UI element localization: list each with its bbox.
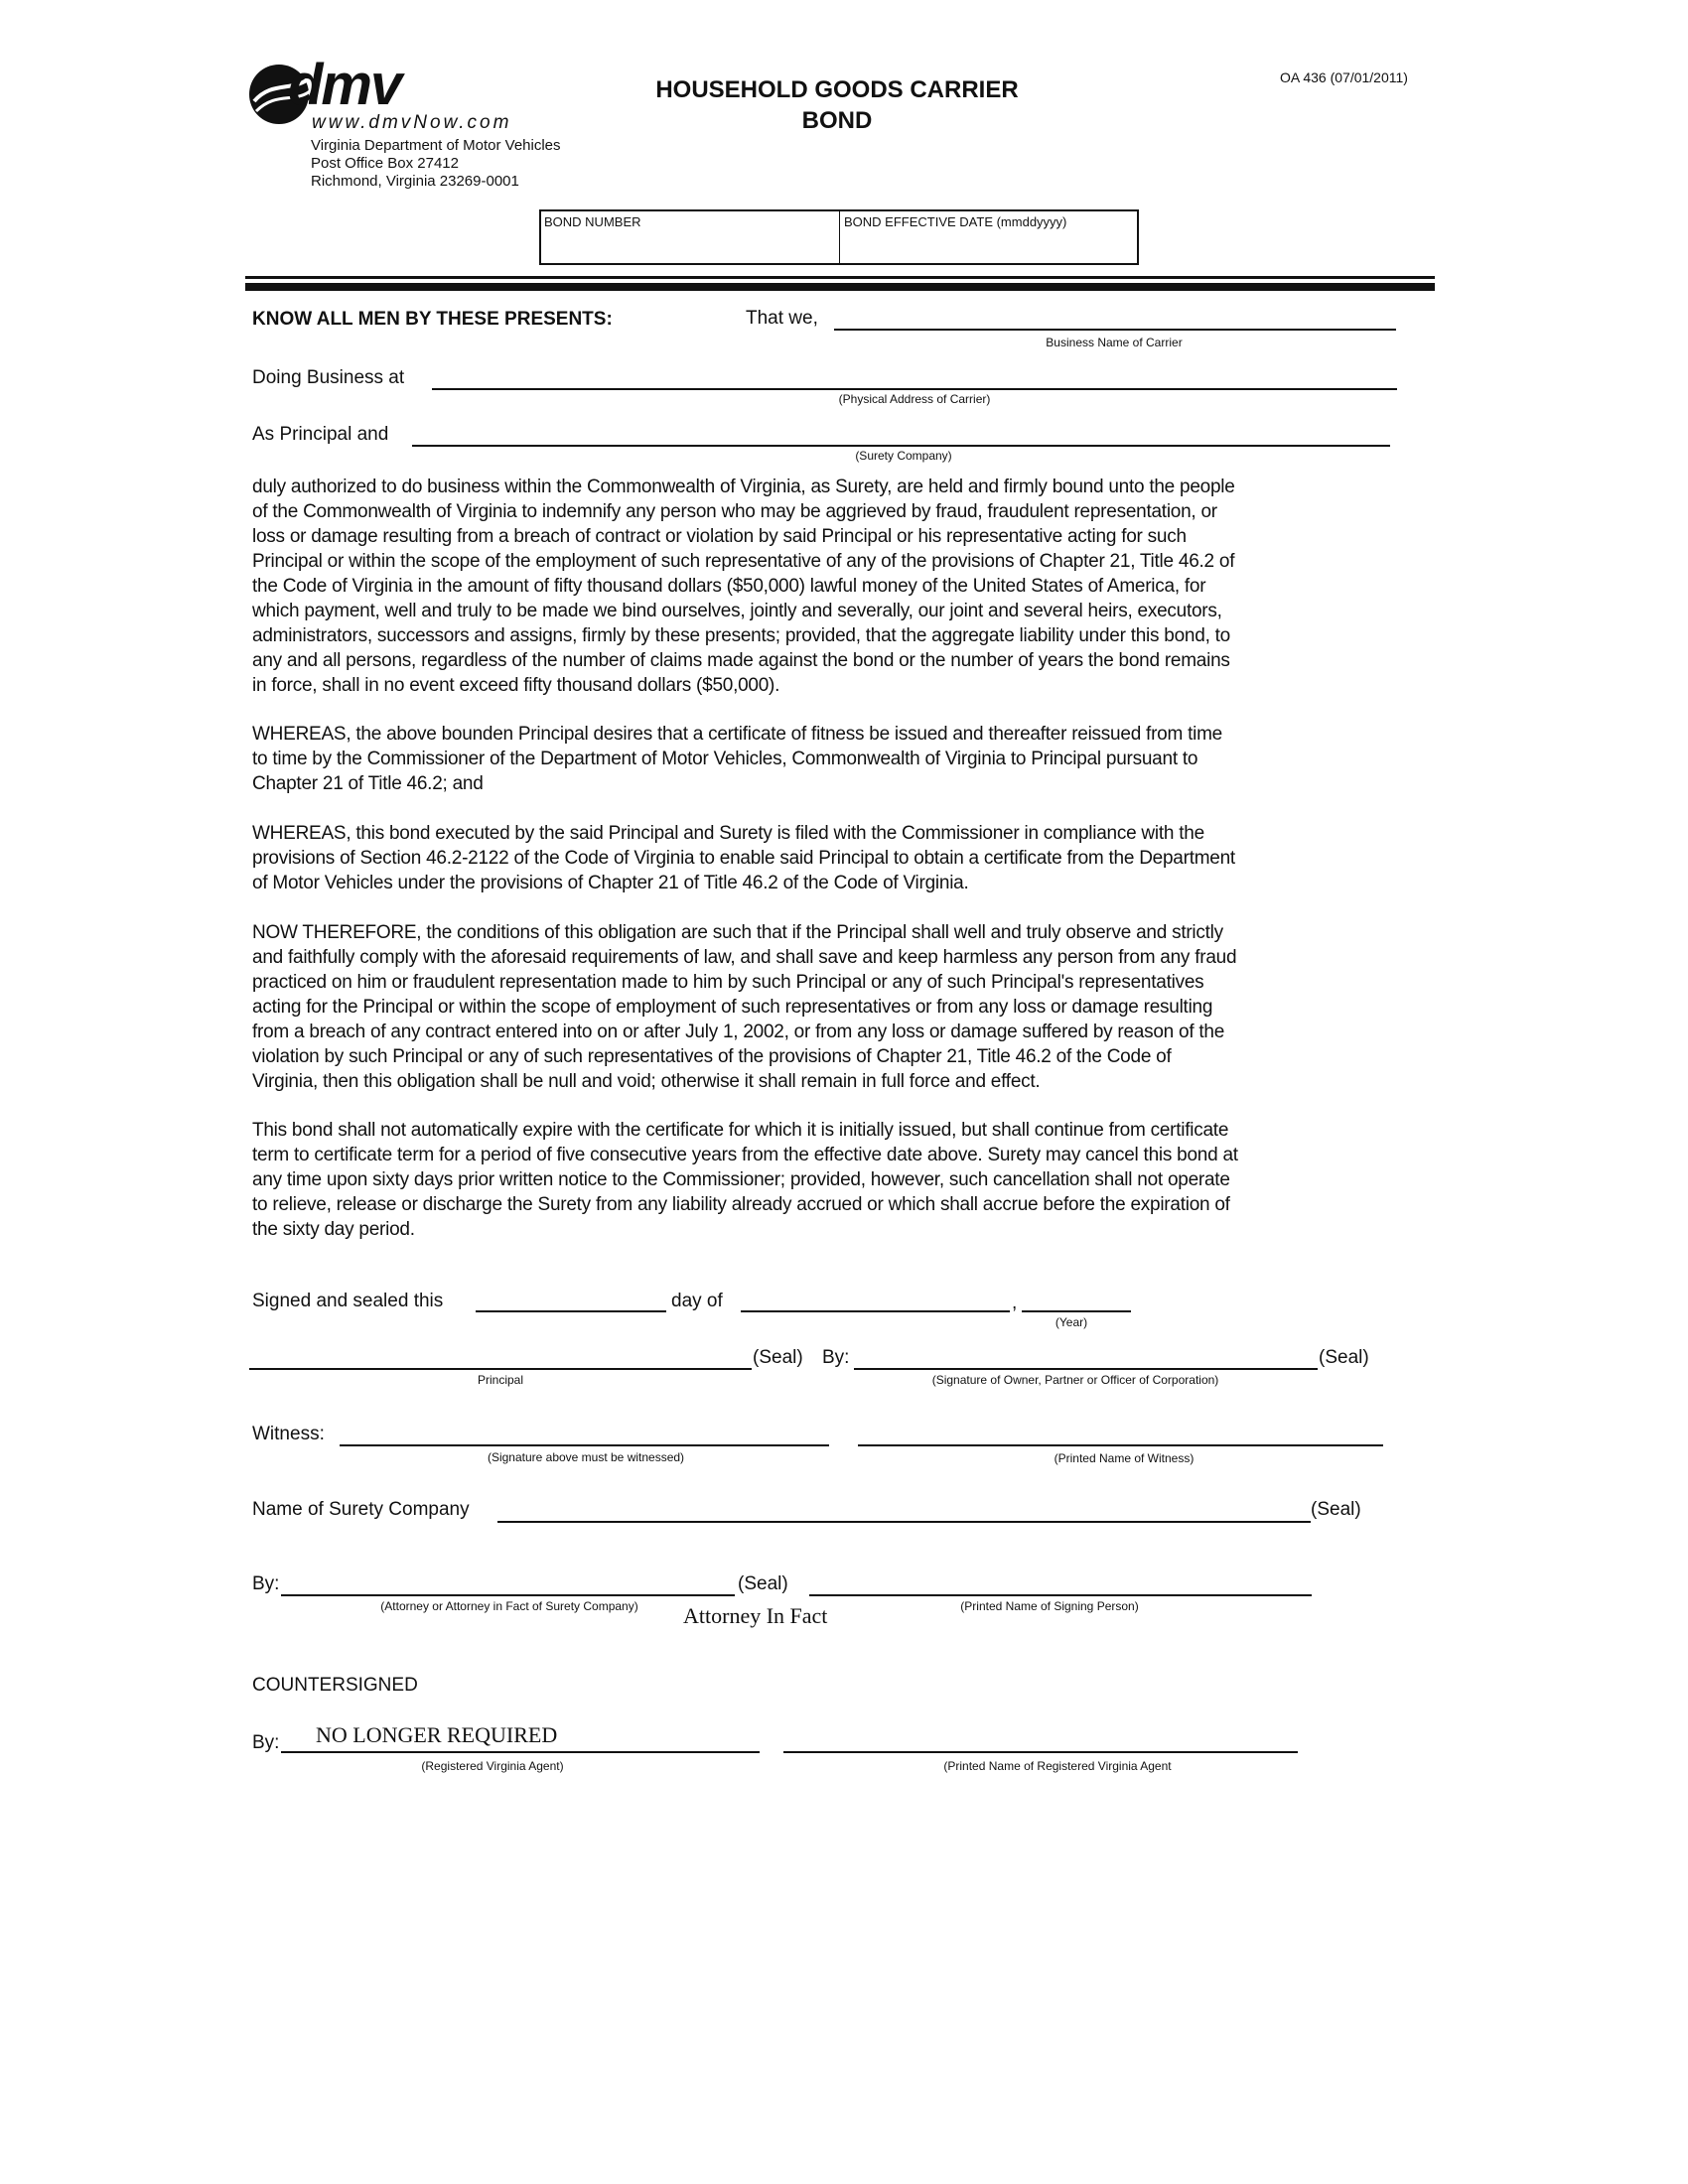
witness-name-caption: (Printed Name of Witness) (1054, 1451, 1195, 1465)
witness-signature-caption: (Signature above must be witnessed) (487, 1450, 685, 1464)
paragraph-line: violation by such Principal or any of such representatives of the provisions of Chapter 21, Title 46.2 of the Code of (252, 1046, 1172, 1067)
bond-paragraph-expiration (252, 1118, 1414, 1242)
carrier-address-line[interactable] (432, 388, 1397, 390)
paragraph-line: Chapter 21 of Title 46.2; and (252, 773, 484, 794)
agent-by-label: By: (252, 1732, 280, 1753)
bond-paragraph-whereas-2 (252, 821, 1414, 895)
paragraph-line: in force, shall in no event exceed fifty thousand dollars ($50,000). (252, 675, 780, 696)
paragraph-line: to time by the Commissioner of the Department of Motor Vehicles, Commonwealth of Virginia to Principal pursuant to (252, 749, 1198, 769)
as-principal-label: As Principal and (252, 424, 389, 445)
paragraph-line: administrators, successors and assigns, firmly by these presents; provided, that the aggregate liability under this bond, to (252, 625, 1230, 646)
paragraph-line: from a breach of any contract entered into on or after July 1, 2002, or from any loss or damage suffered by reason of the (252, 1022, 1225, 1042)
day-of-label: day of (671, 1291, 723, 1311)
paragraph-line: provisions of Section 46.2-2122 of the Code of Virginia to enable said Principal to obtain a certificate from the Department (252, 848, 1235, 869)
paragraph-line: term to certificate term for a period of five consecutive years from the effective date above. Surety may cancel this bond at (252, 1145, 1238, 1165)
signed-year-line[interactable] (1022, 1310, 1131, 1312)
agency-city: Richmond, Virginia 23269-0001 (311, 173, 519, 190)
owner-signature-line[interactable] (854, 1368, 1318, 1370)
paragraph-line: Principal or within the scope of the employment of such representative of any of the provisions of Chapter 21, Title 46.2 of (252, 551, 1235, 572)
that-we-label: That we, (746, 308, 818, 329)
paragraph-line: of Motor Vehicles under the provisions of Chapter 21 of Title 46.2 of the Code of Virginia. (252, 873, 969, 893)
effective-date-field[interactable] (841, 211, 1137, 263)
paragraph-line: Virginia, then this obligation shall be null and void; otherwise it shall remain in full force and effect. (252, 1071, 1041, 1092)
surety-name-line[interactable] (497, 1521, 1311, 1523)
paragraph-line: loss or damage resulting from a breach of contract or violation by said Principal or his representative acting for such (252, 526, 1187, 547)
signed-month-line[interactable] (741, 1310, 1010, 1312)
bond-paragraph-now-therefore (252, 920, 1414, 1094)
paragraph-line: to relieve, release or discharge the Surety from any liability already accrued or which shall accrue before the expiration of (252, 1194, 1230, 1215)
paragraph-line: of the Commonwealth of Virginia to indemnify any person who may be aggrieved by fraud, fraudulent representation, or (252, 501, 1217, 522)
form-title-line2: BOND (801, 107, 873, 134)
paragraph-line: any time upon sixty days prior written notice to the Commissioner; provided, however, such cancellation shall not operate (252, 1169, 1230, 1190)
agent-caption: (Registered Virginia Agent) (421, 1759, 564, 1773)
attorney-signature-line[interactable] (281, 1594, 735, 1596)
carrier-name-line[interactable] (834, 329, 1396, 331)
paragraph-line: which payment, well and truly to be made we bind ourselves, jointly and severally, our joint and several heirs, executors, (252, 601, 1222, 621)
owner-seal: (Seal) (1319, 1347, 1369, 1368)
doing-business-label: Doing Business at (252, 367, 405, 388)
surety-name-label: Name of Surety Company (252, 1499, 470, 1520)
signed-day-line[interactable] (476, 1310, 666, 1312)
owner-caption: (Signature of Owner, Partner or Officer of Corporation) (931, 1373, 1219, 1387)
countersigned-label: COUNTERSIGNED (252, 1675, 418, 1696)
witness-label: Witness: (252, 1424, 325, 1444)
date-comma: , (1012, 1293, 1018, 1313)
agency-name: Virginia Department of Motor Vehicles (311, 137, 561, 154)
signed-sealed-label: Signed and sealed this (252, 1291, 444, 1311)
bond-paragraph-whereas-1 (252, 722, 1414, 796)
witness-signature-line[interactable] (340, 1444, 829, 1446)
surety-company-caption: (Surety Company) (855, 449, 952, 463)
paragraph-line: WHEREAS, the above bounden Principal desires that a certificate of fitness be issued and thereafter reissued from time (252, 724, 1222, 745)
agency-po-box: Post Office Box 27412 (311, 155, 459, 172)
header-divider-thin (245, 276, 1435, 279)
paragraph-line: and faithfully comply with the aforesaid requirements of law, and shall save and keep harmless any person from any fraud (252, 947, 1237, 968)
paragraph-line: the sixty day period. (252, 1219, 415, 1240)
bond-info-box (539, 209, 1139, 265)
paragraph-line: NOW THEREFORE, the conditions of this obligation are such that if the Principal shall well and truly observe and strictly (252, 922, 1223, 943)
paragraph-line: acting for the Principal or within the scope of employment of such representatives or from any loss or damage resulting (252, 997, 1213, 1018)
paragraph-line: duly authorized to do business within the Commonwealth of Virginia, as Surety, are held and firmly bound unto the people (252, 477, 1235, 497)
agent-signature-line[interactable] (281, 1751, 760, 1753)
agent-name-line[interactable] (783, 1751, 1298, 1753)
principal-seal: (Seal) (753, 1347, 803, 1368)
carrier-name-caption: Business Name of Carrier (1046, 336, 1183, 349)
signing-person-caption: (Printed Name of Signing Person) (960, 1599, 1139, 1613)
paragraph-line: WHEREAS, this bond executed by the said Principal and Surety is filed with the Commissioner in compliance with the (252, 823, 1204, 844)
signing-person-line[interactable] (809, 1594, 1312, 1596)
agent-name-caption: (Printed Name of Registered Virginia Agent (943, 1759, 1172, 1773)
surety-seal: (Seal) (1311, 1499, 1361, 1520)
witness-name-line[interactable] (858, 1444, 1383, 1446)
attorney-by-label: By: (252, 1573, 280, 1594)
paragraph-line: any and all persons, regardless of the number of claims made against the bond or the number of years the bond remains (252, 650, 1230, 671)
principal-signature-line[interactable] (249, 1368, 752, 1370)
paragraph-line: This bond shall not automatically expire with the certificate for which it is initially issued, but shall continue from certificate (252, 1120, 1229, 1141)
owner-by-label: By: (822, 1347, 850, 1368)
carrier-address-caption: (Physical Address of Carrier) (838, 392, 991, 406)
attorney-caption: (Attorney or Attorney in Fact of Surety Company) (380, 1599, 638, 1613)
surety-company-line[interactable] (412, 445, 1390, 447)
attorney-in-fact-text: Attorney In Fact (683, 1603, 828, 1628)
year-caption: (Year) (1055, 1315, 1088, 1329)
attorney-seal: (Seal) (738, 1573, 788, 1594)
principal-caption: Principal (477, 1373, 524, 1387)
form-title-line1: HOUSEHOLD GOODS CARRIER (655, 76, 1019, 103)
know-all-men-heading: KNOW ALL MEN BY THESE PRESENTS: (252, 309, 613, 330)
form-number: OA 436 (07/01/2011) (1280, 69, 1408, 85)
logo-wordmark: dmv (288, 53, 401, 117)
paragraph-line: the Code of Virginia in the amount of fifty thousand dollars ($50,000) lawful money of the United States of America, for (252, 576, 1206, 597)
paragraph-line: practiced on him or fraudulent representation made to him by such Principal or any of such Principal's representatives (252, 972, 1204, 993)
header-divider-thick (245, 283, 1435, 291)
bond-paragraph-1 (252, 475, 1414, 698)
bond-number-label: BOND NUMBER (544, 214, 641, 229)
no-longer-required-text: NO LONGER REQUIRED (316, 1722, 558, 1747)
logo-url: www.dmvNow.com (312, 112, 512, 133)
bond-number-field[interactable] (541, 211, 840, 263)
effective-date-label: BOND EFFECTIVE DATE (mmddyyyy) (844, 214, 1067, 229)
